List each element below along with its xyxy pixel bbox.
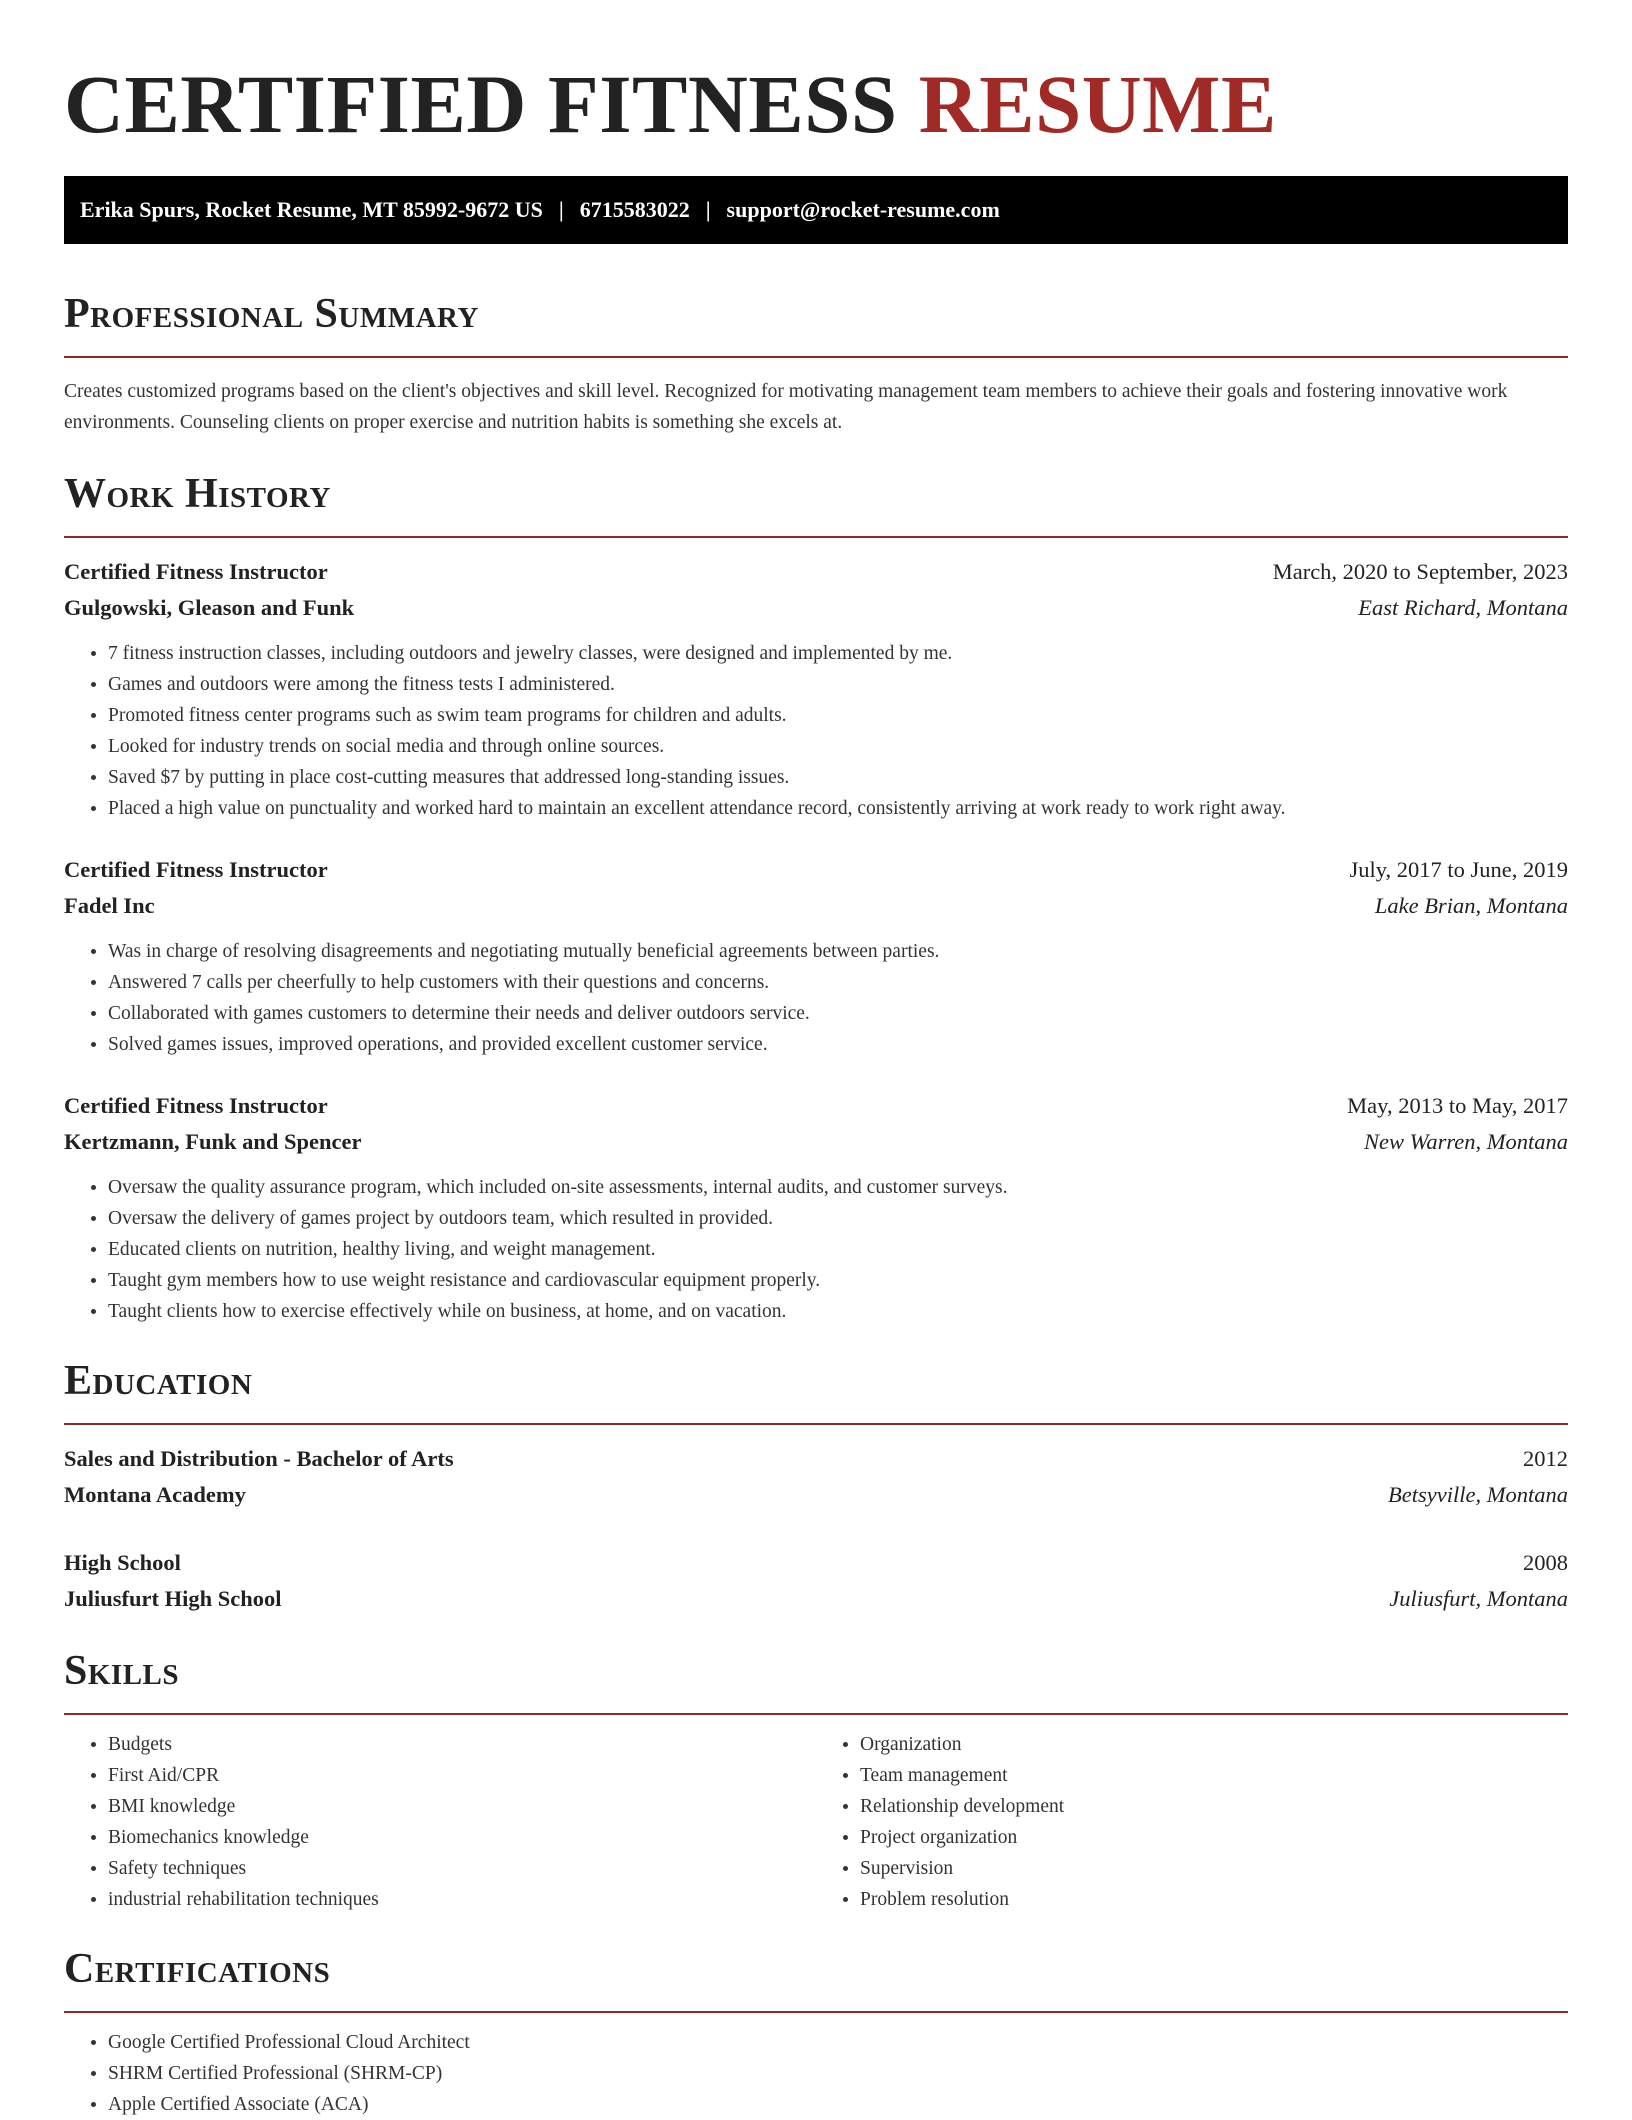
contact-bar [64, 176, 1568, 244]
list-item: • Taught clients how to exercise effectively while on business, at home, and on vacation. [108, 1296, 1568, 1327]
list-item: • Google Certified Professional Cloud Architect [108, 2027, 1568, 2058]
list-item: • Organization [860, 1729, 1568, 1760]
job-header [64, 852, 1568, 888]
list-item: • 7 fitness instruction classes, including outdoors and jewelry classes, were designed and implemented by me. [108, 638, 1568, 669]
job-title: Certified Fitness Instructor [64, 1093, 328, 1118]
education-entry [64, 1545, 1568, 1617]
list-item: • Safety techniques [108, 1853, 816, 1884]
list-item: • First Aid/CPR [108, 1760, 816, 1791]
list-item: • Was in charge of resolving disagreements and negotiating mutually beneficial agreements between parties. [108, 936, 1568, 967]
section-heading: Professional Summary [64, 291, 479, 337]
education-degree: High School [64, 1550, 181, 1575]
title-main: CERTIFIED FITNESS [64, 58, 898, 150]
contact-phone: 6715583022 [579, 197, 690, 222]
summary-text: Creates customized programs based on the client's objectives and skill level. Recognized for motivating management team members to achieve their goals and fostering innovative work environments. Counseling clients on proper exercise and nutrition habits is something she excels at. [64, 381, 1508, 433]
list-item: • Team management [860, 1760, 1568, 1791]
job-subheader [64, 590, 1568, 626]
list-item: • Project organization [860, 1822, 1568, 1853]
skills-grid [64, 1715, 1568, 1915]
job-entry [64, 554, 1568, 824]
certifications-section [64, 1943, 1568, 2120]
section-heading: Skills [64, 1648, 180, 1694]
list-item: • industrial rehabilitation techniques [108, 1884, 816, 1915]
job-entry [64, 852, 1568, 1060]
job-header [64, 554, 1568, 590]
skills-section [64, 1645, 1568, 1915]
job-location: Lake Brian, Montana [1374, 893, 1568, 918]
job-subheader [64, 888, 1568, 924]
education-year: 2008 [1523, 1550, 1568, 1575]
list-item: • Games and outdoors were among the fitness tests I administered. [108, 669, 1568, 700]
section-divider [64, 1423, 1568, 1425]
education-header [64, 1545, 1568, 1581]
resume-page [64, 0, 1568, 2120]
contact-separator: | [705, 197, 711, 222]
education-section [64, 1355, 1568, 1617]
list-item: • Apple Certified Associate (ACA) [108, 2089, 1568, 2120]
contact-email: support@rocket-resume.com [726, 197, 1000, 222]
job-bullets [64, 936, 1568, 1060]
list-item: • Solved games issues, improved operations, and provided excellent customer service. [108, 1029, 1568, 1060]
list-item: • Relationship development [860, 1791, 1568, 1822]
list-item: • Placed a high value on punctuality and worked hard to maintain an excellent attendance record, consistently arriving at work ready to work right away. [108, 793, 1568, 824]
job-company: Fadel Inc [64, 893, 155, 918]
list-item: • Promoted fitness center programs such as swim team programs for children and adults. [108, 700, 1568, 731]
job-title: Certified Fitness Instructor [64, 559, 328, 584]
job-header [64, 1088, 1568, 1124]
list-item: • Saved $7 by putting in place cost-cutting measures that addressed long-standing issues. [108, 762, 1568, 793]
job-bullets [64, 1172, 1568, 1327]
section-divider [64, 2011, 1568, 2013]
section-divider [64, 356, 1568, 358]
job-company: Gulgowski, Gleason and Funk [64, 595, 355, 620]
list-item: • Biomechanics knowledge [108, 1822, 816, 1853]
education-header [64, 1441, 1568, 1477]
job-company: Kertzmann, Funk and Spencer [64, 1129, 362, 1154]
list-item: • SHRM Certified Professional (SHRM-CP) [108, 2058, 1568, 2089]
skills-list-left [64, 1729, 816, 1915]
job-bullets [64, 638, 1568, 824]
list-item: • Answered 7 calls per cheerfully to help customers with their questions and concerns. [108, 967, 1568, 998]
section-heading: Education [64, 1358, 253, 1404]
list-item: • Collaborated with games customers to determine their needs and deliver outdoors service. [108, 998, 1568, 1029]
list-item: • Supervision [860, 1853, 1568, 1884]
list-item: • Oversaw the quality assurance program, which included on-site assessments, internal audits, and customer surveys. [108, 1172, 1568, 1203]
list-item: • BMI knowledge [108, 1791, 816, 1822]
education-location: Betsyville, Montana [1388, 1482, 1568, 1507]
resume-title [64, 56, 1568, 152]
skills-list-right [816, 1729, 1568, 1915]
job-dates: July, 2017 to June, 2019 [1349, 857, 1568, 882]
section-heading: Work History [64, 471, 331, 517]
certifications-list [64, 2027, 1568, 2120]
section-divider [64, 536, 1568, 538]
education-entry [64, 1441, 1568, 1513]
list-item: • Budgets [108, 1729, 816, 1760]
job-location: East Richard, Montana [1358, 595, 1568, 620]
education-subheader [64, 1477, 1568, 1513]
list-item: • Problem resolution [860, 1884, 1568, 1915]
job-dates: May, 2013 to May, 2017 [1347, 1093, 1568, 1118]
job-subheader [64, 1124, 1568, 1160]
job-entry [64, 1088, 1568, 1327]
contact-separator: | [558, 197, 564, 222]
contact-address: Erika Spurs, Rocket Resume, MT 85992-9672 US [80, 197, 543, 222]
list-item: • Looked for industry trends on social media and through online sources. [108, 731, 1568, 762]
work-history-section [64, 468, 1568, 1327]
job-location: New Warren, Montana [1364, 1129, 1568, 1154]
list-item: • Oversaw the delivery of games project by outdoors team, which resulted in provided. [108, 1203, 1568, 1234]
education-school: Montana Academy [64, 1482, 246, 1507]
list-item: • Educated clients on nutrition, healthy living, and weight management. [108, 1234, 1568, 1265]
job-title: Certified Fitness Instructor [64, 857, 328, 882]
job-dates: March, 2020 to September, 2023 [1272, 559, 1568, 584]
education-degree: Sales and Distribution - Bachelor of Arts [64, 1446, 454, 1471]
education-location: Juliusfurt, Montana [1389, 1586, 1568, 1611]
education-year: 2012 [1523, 1446, 1568, 1471]
title-accent: RESUME [918, 58, 1277, 150]
section-heading: Certifications [64, 1946, 331, 1992]
education-subheader [64, 1581, 1568, 1617]
list-item: • Taught gym members how to use weight resistance and cardiovascular equipment properly. [108, 1265, 1568, 1296]
summary-section [64, 288, 1568, 438]
education-school: Juliusfurt High School [64, 1586, 282, 1611]
